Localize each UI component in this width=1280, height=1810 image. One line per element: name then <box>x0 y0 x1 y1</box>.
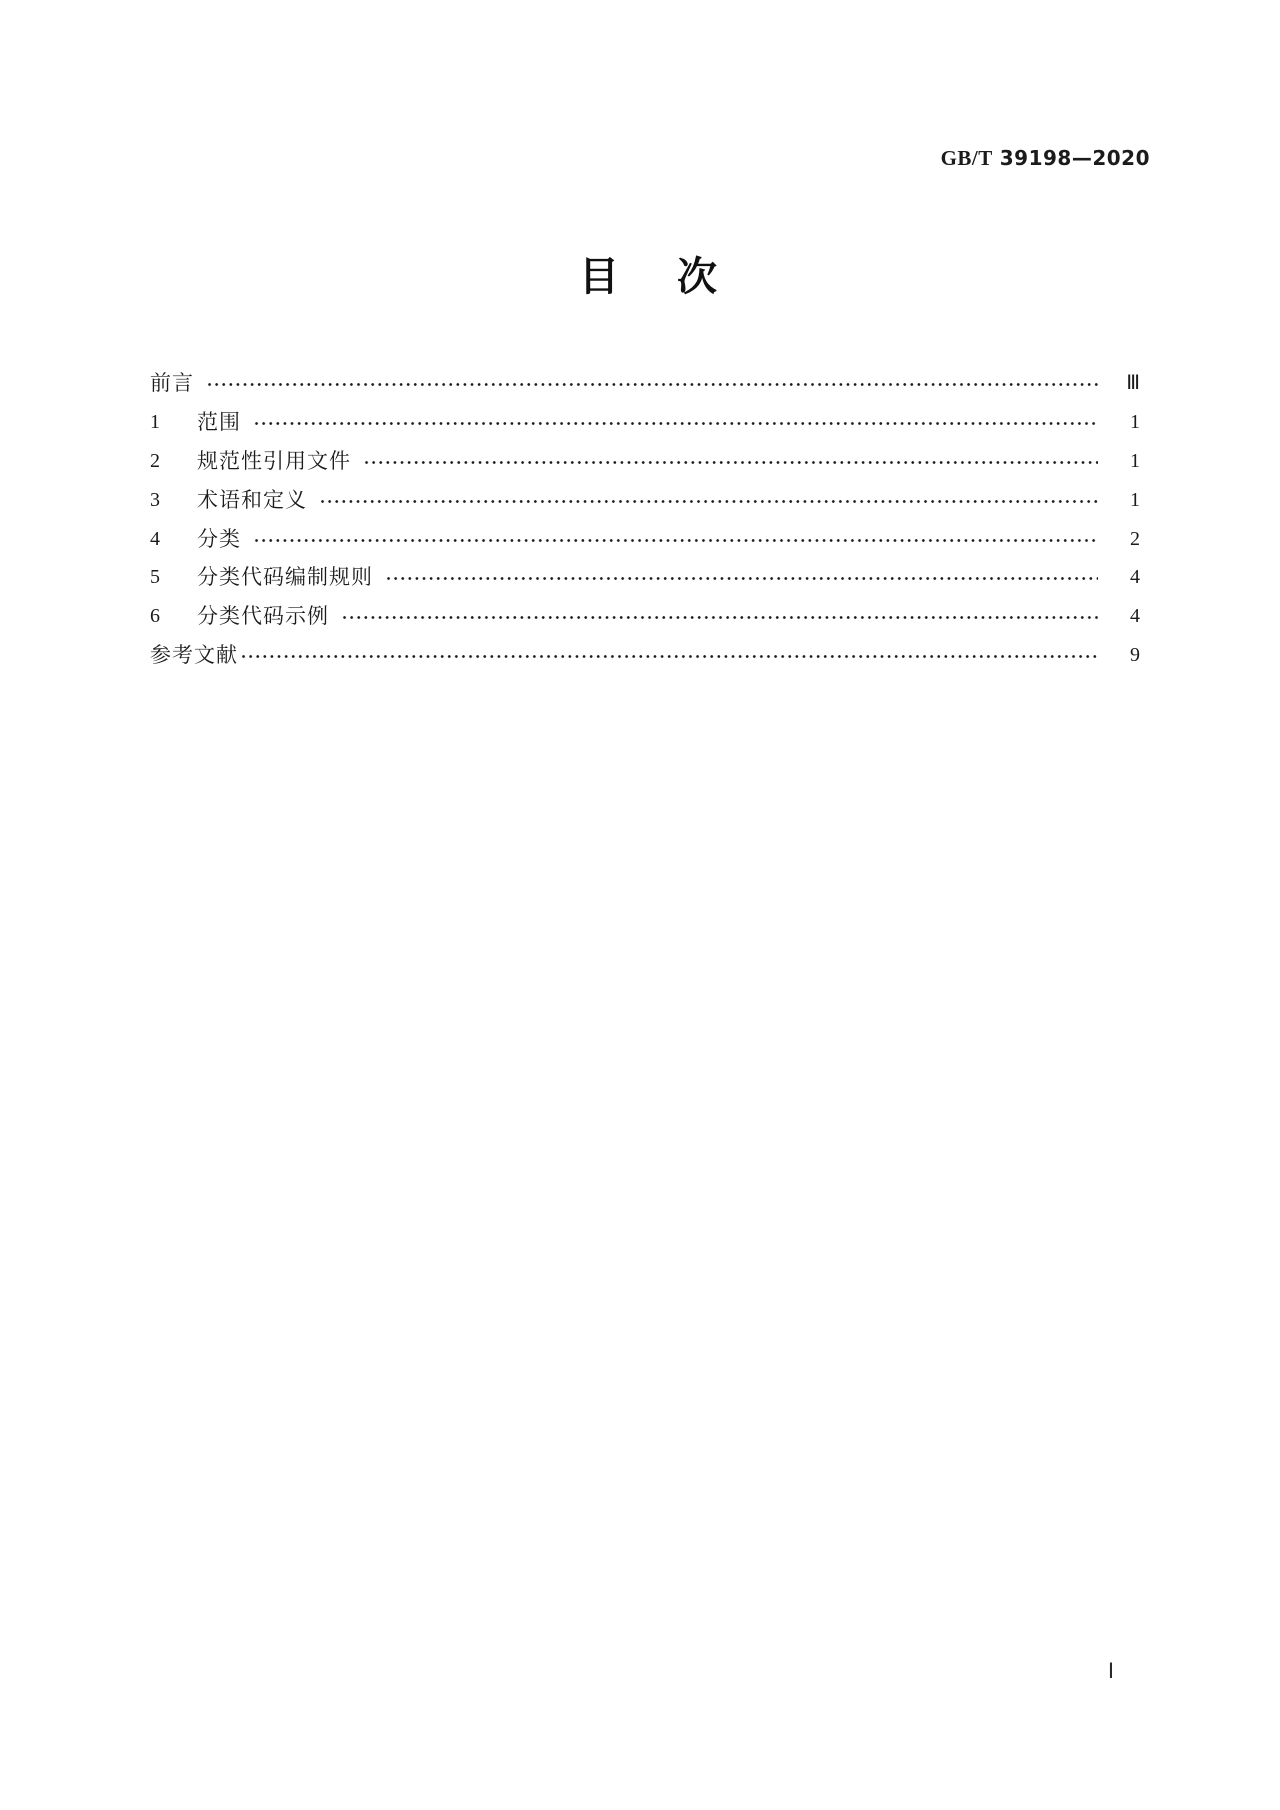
toc-item-label: 规范性引用文件 <box>197 448 351 473</box>
toc-leader-dots <box>341 607 1098 628</box>
toc-row <box>150 403 1140 442</box>
toc-item-number: 1 <box>150 411 160 434</box>
toc-leader-dots <box>253 530 1098 551</box>
toc-item-label: 分类 <box>197 526 241 551</box>
toc-item-page: 1 <box>1130 449 1140 472</box>
standard-number <box>941 146 1150 170</box>
toc-row <box>150 519 1140 558</box>
standard-code-prefix: GB/T <box>940 146 993 170</box>
toc-item-label: 前言 <box>150 371 194 396</box>
toc-item-page: 2 <box>1130 527 1140 550</box>
toc-item-page: 4 <box>1130 605 1140 628</box>
toc-row <box>150 442 1140 481</box>
toc-item-number: 3 <box>150 488 160 511</box>
toc-item-label: 范围 <box>197 410 241 435</box>
toc-leader-dots <box>363 452 1098 473</box>
toc-item-page: 1 <box>1130 488 1140 511</box>
footer-page-number: Ⅰ <box>1107 1659 1115 1683</box>
toc-leader-dots <box>240 646 1098 667</box>
toc-item-number: 2 <box>150 449 160 472</box>
toc-item-page: 4 <box>1130 566 1140 589</box>
toc-item-page: 1 <box>1130 411 1140 434</box>
page-title-char: 目 <box>579 255 619 299</box>
toc-leader-dots <box>385 568 1098 589</box>
toc-list <box>150 364 1140 674</box>
toc-item-number: 6 <box>150 605 160 628</box>
toc-row <box>150 597 1140 636</box>
toc-item-number: 4 <box>150 527 160 550</box>
toc-item-page: Ⅲ <box>1126 372 1140 395</box>
page-title <box>579 254 717 300</box>
toc-item-label: 分类代码示例 <box>197 604 329 629</box>
toc-item-label: 术语和定义 <box>197 487 307 512</box>
toc-row <box>150 480 1140 519</box>
toc-item-label: 参考文献 <box>150 642 238 667</box>
toc-leader-dots <box>319 491 1098 512</box>
toc-leader-dots <box>253 413 1098 434</box>
toc-item-number: 5 <box>150 566 160 589</box>
page-title-char: 次 <box>677 255 717 299</box>
standard-code-number: 39198—2020 <box>999 146 1150 170</box>
toc-item-page: 9 <box>1130 643 1140 666</box>
toc-item-label: 分类代码编制规则 <box>197 565 373 590</box>
toc-leader-dots <box>206 374 1098 395</box>
toc-row <box>150 558 1140 597</box>
toc-row <box>150 636 1140 675</box>
toc-row <box>150 364 1140 403</box>
